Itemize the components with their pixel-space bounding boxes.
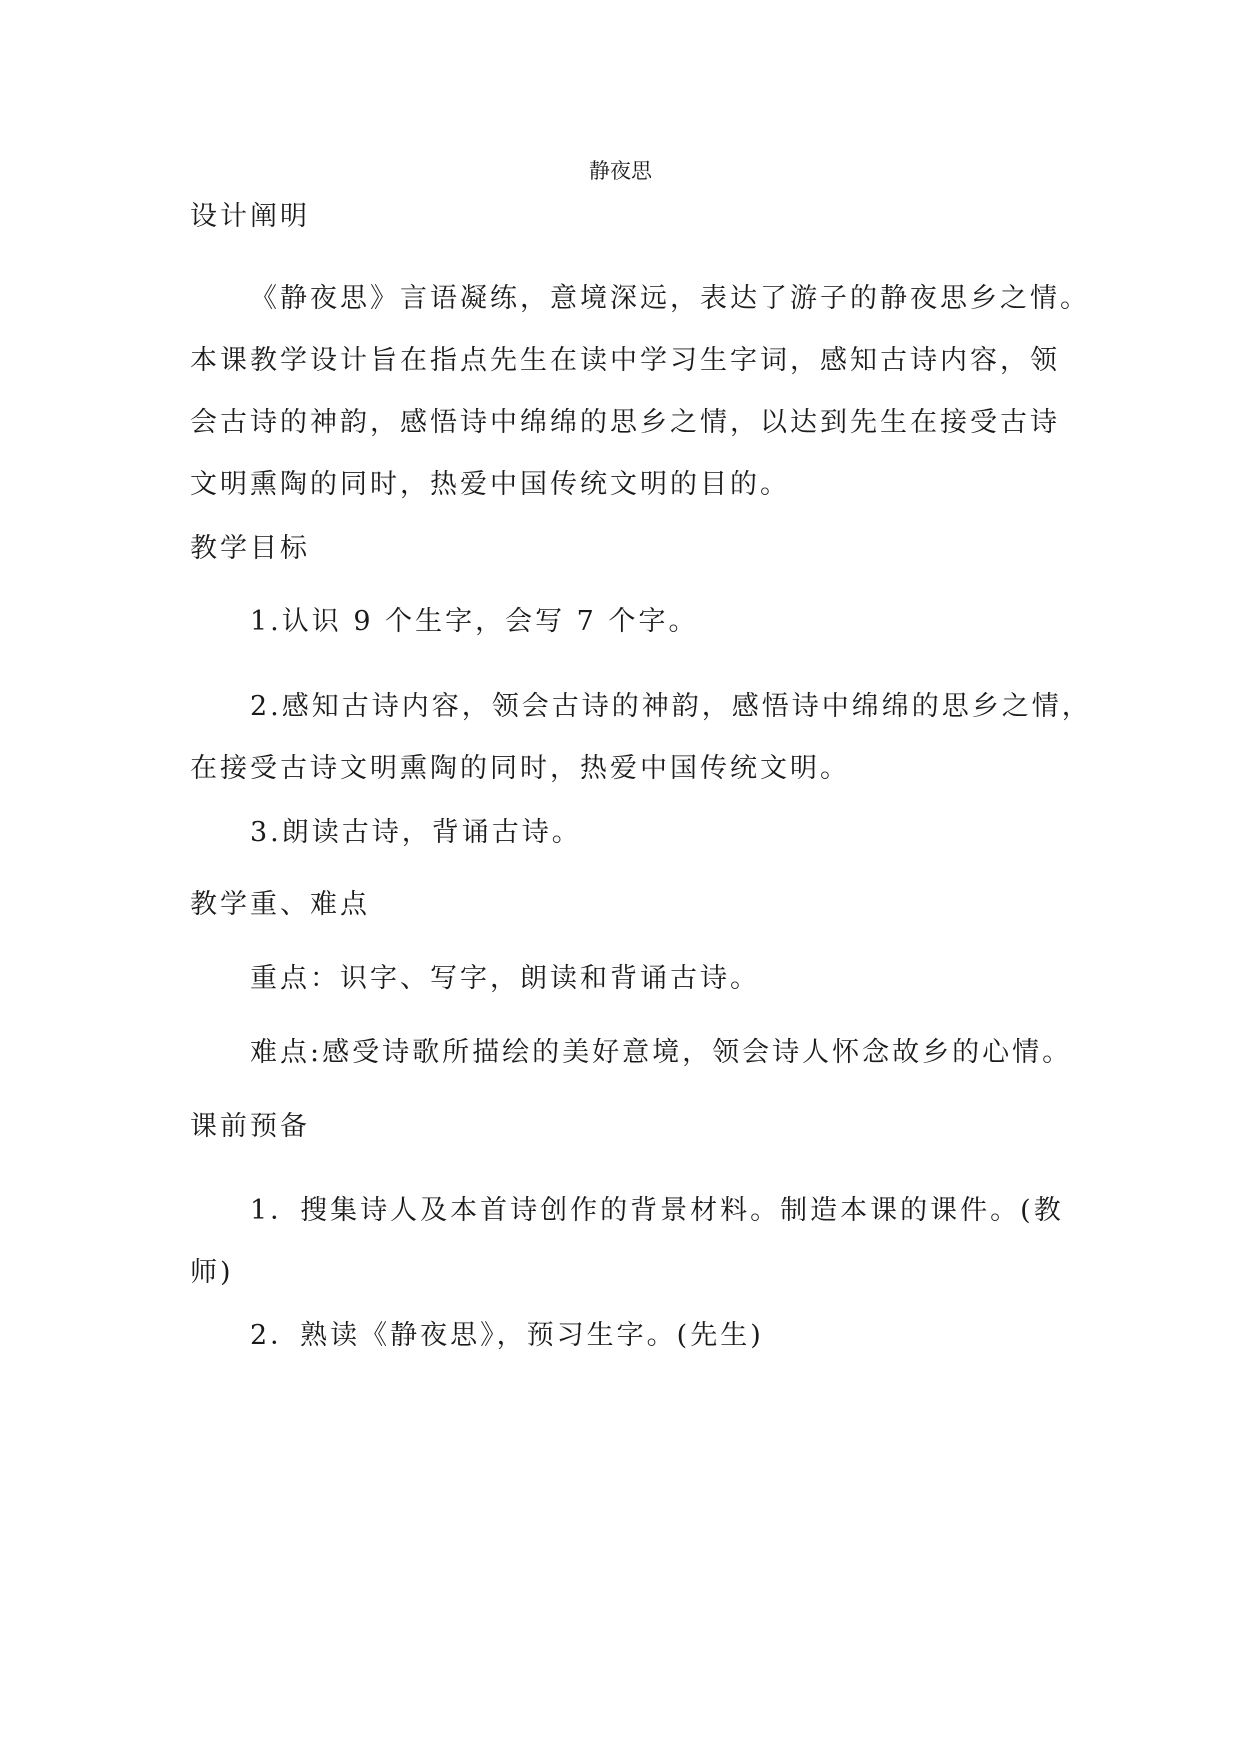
heading-text: 课前预备 <box>190 1111 310 1142</box>
goal-item-1 <box>190 601 1052 642</box>
preparation-item-2 <box>190 1315 1052 1356</box>
section-heading-preparation <box>190 1106 1052 1147</box>
key-point-item <box>190 958 1052 999</box>
heading-text: 设计阐明 <box>190 201 310 232</box>
goal-text: 在接受古诗文明熏陶的同时，热爱中国传统文明。 <box>190 753 850 784</box>
goal-text: 1.认识 9 个生字，会写 7 个字。 <box>250 606 699 637</box>
goal-text: 2.感知古诗内容，领会古诗的神韵，感悟诗中绵绵的思乡之情， <box>250 691 1092 722</box>
preparation-text: 师) <box>190 1257 234 1288</box>
difficulty-item <box>190 1032 1073 1073</box>
preparation-text: 1．搜集诗人及本首诗创作的背景材料。制造本课的课件。(教 <box>250 1195 1064 1226</box>
section-heading-key-points <box>190 884 1052 925</box>
paragraph-line: 《静夜思》言语凝练，意境深远，表达了游子的静夜思乡之情。 <box>250 283 1090 314</box>
heading-text: 教学重、难点 <box>190 889 370 920</box>
difficulty-text: 难点:感受诗歌所描绘的美好意境，领会诗人怀念故乡的心情。 <box>250 1037 1073 1068</box>
paragraph-line: 会古诗的神韵，感悟诗中绵绵的思乡之情，以达到先生在接受古诗 <box>190 407 1060 438</box>
key-point-text: 重点：识字、写字，朗读和背诵古诗。 <box>250 963 760 994</box>
design-paragraph <box>190 268 1090 516</box>
section-heading-goals <box>190 528 1052 569</box>
document-title: 静夜思 <box>589 159 652 183</box>
preparation-item-1 <box>190 1180 1064 1304</box>
preparation-text: 2．熟读《静夜思》，预习生字。(先生) <box>250 1320 764 1351</box>
goal-item-2 <box>190 676 1092 800</box>
heading-text: 教学目标 <box>190 533 310 564</box>
paragraph-line: 文明熏陶的同时，热爱中国传统文明的目的。 <box>190 469 790 500</box>
paragraph-line: 本课教学设计旨在指点先生在读中学习生字词，感知古诗内容，领 <box>190 345 1060 376</box>
section-heading-design <box>190 196 1052 237</box>
goal-text: 3.朗读古诗，背诵古诗。 <box>250 817 582 848</box>
goal-item-3 <box>190 812 1052 853</box>
